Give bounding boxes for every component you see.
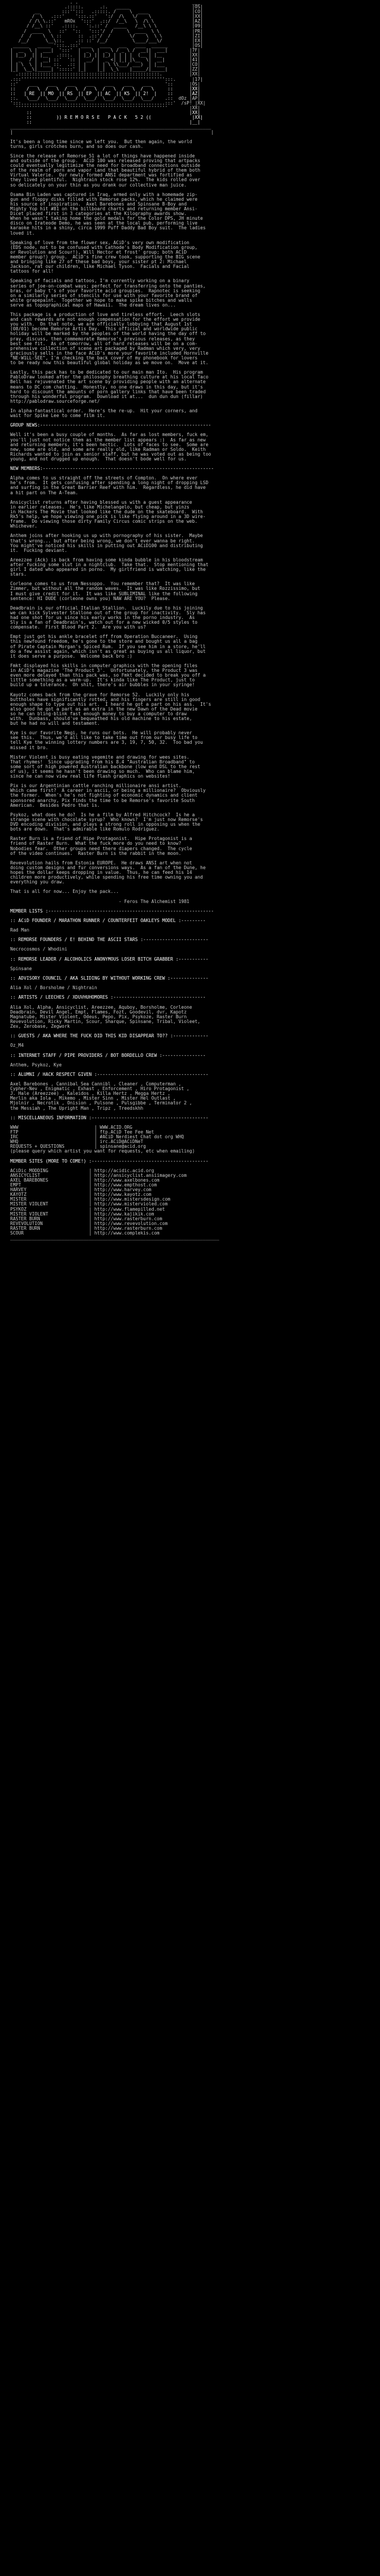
text-line: they lived plentiful. Nightrain stock rose 12%. The kids rolled over [5,177,201,183]
section-heading-line: :: INTERNET STAFF / PIPE PROVIDERS / BOT BORDELLO CREW :---------------- [5,1052,206,1058]
text-line: girl I dated who appeared in porno. My girlfriend is watching, like the [5,567,206,573]
text-line: member group!) group. ACiD's fine crew took, supporting the BIG scene [5,254,201,260]
text-line: little something as a warm-up. It's kinda like The Product, just to [5,677,195,683]
text-line: / /\ \.::' mROx ':::' .::/ /__\ \ /\ \ |AZ| [5,18,203,24]
text-line: hard to discount the amounts of porn gallery links that have been traded [5,389,206,394]
text-line: and outside of the group. ACiD 100 was released proving that artpacks [5,158,201,164]
text-line: Empt just got his ankle bracelet off from Operation Buccaneer. Using [5,634,198,640]
text-line: friend of Raster Burn. What the fuck more do you need to know? [5,841,182,847]
text-line: J. Hale (Areezzee) , Kaleidos , Killa Hertz , Megga Hertz , [5,1091,170,1097]
text-line: stars. [5,572,27,577]
text-line: loved it. [5,230,35,236]
section-heading-line: MEMBER SITES (MORE TO COME!) :------------------------------------------- [5,1158,208,1164]
text-line: had one shot for us since his early works in the porno industry. As [5,615,195,620]
text-line: IRC | #ACiD Nerdiest Chat dot org WHQ [5,1134,184,1140]
text-line: |_| \__\|_____| ':::::' |_| |_| \_\ |_____/|_____| |ZZ| [5,67,201,72]
text-line: that's wrong... but after being wrong, we don't ever wanna be right. [5,538,195,544]
text-line: with. Dunbass, should've bequeathed his old machine to his estate, [5,715,192,721]
section-heading-line: :: ADVISORY COUNCIL / AKA SLIDING BY WITHOUT WORKING CREW :-------------- [5,976,208,981]
text-line: Areezzee (Ack) is back from having some kinda bubble in his bloodstream [5,557,203,563]
text-line: .:::::. .:. _____ |OS| [5,4,203,10]
text-line: Fmkt displayed his skills in computer graphics with the opening files [5,662,198,668]
text-line: of the video continues. Raster Burn is the rabbit in the moon. [5,850,182,856]
text-line: Whichever. [5,523,37,529]
text-line: Raster Burn is a friend of Hipe Protagonist. Hipe Protagonist is a [5,836,192,842]
text-line: | _ / | __| ::' ':: | __/ | _ <| |_| |\__ \| __| |41| [5,57,201,63]
text-line: frame. Do viewing those dirty Family Circus comic strips on the web. [5,519,198,525]
text-line: That is all for now... Enjoy the pack... [5,889,119,895]
text-line: in Hackers The Movie that looked like the dude on the skateboard. With [5,509,203,514]
text-line: ::' ___ ___ ___ ___ ___ ___ ___ ':: |OS| [5,81,201,87]
text-line: see this. Thus, we'd all like to take time out from our busy life to [5,735,198,741]
url-line: RASTER BURN | http://www.rasterburn.com [5,1225,163,1231]
text-line: __________________________________________________________________________ [5,124,211,130]
text-line: ::. \___/ \___/ \___/ \___/ \___/ \___/ \___/ .:: dOz |AP| [5,95,201,101]
text-line [5,923,380,928]
text-line: Richards wanted to join as senior staff, but he was voted out as being too [5,451,211,457]
text-line: buttholes have significantly rotted, and his fingers are still in good [5,696,201,702]
section-heading-line: :: REMORSE FOUNDERS / E! BEHIND THE ASCII STARS :------------------------ [5,937,208,943]
text-line: it does serve a purpose. Welcome back bro :) [5,653,132,659]
text-line: white grapepaint. Together we hope to make spike bitches and walls [5,297,192,303]
text-line: That rhymes! Since upgrading from his 8.4 "Australian Broadband" to [5,759,195,765]
text-line: Cypher-Nev , Enigmatic , Exhast , Enforcement , Hiro Protagonist , [5,1086,189,1092]
text-line: so he can bling-blink fast enough money to buy a computer to draw [5,711,187,716]
url-line: MISTER | http://www.mistersdesign.com [5,1197,170,1202]
text-line: | |__) || |__ .::::. | |_) || |_) | | | | (__ | |__ |XX| [5,52,201,58]
url-line: ACiDic MODDING | http://acidic.acid.org [5,1167,154,1173]
text-line: "NE-W1LL-SEE", I'm checking the back cover of my phonebook for lovers [5,355,198,361]
text-line: Mjolnir , Necrotik , Onision , Pulsone , Pulsgibbe , Terminator 2 , [5,1100,192,1106]
text-line: since he can now view real life flash graphics on websites! [5,774,170,779]
url-line: AXEL BAREBONES | http://www.axelbones.com [5,1177,160,1183]
section-heading-line: :: |__| [5,119,201,125]
text-line: wait for Spike Lee to come film it. [5,413,106,419]
text-line: This package is a production of love and tireless effort. Leech slots [5,312,201,318]
text-line: In alpha-fantastical order. Here's the re-up. Hit your corners, and [5,408,198,413]
text-line: bots are down. That's admirable like Romulo Rodriguez. [5,826,160,832]
text-line: Revevolution, Ricky Martin, Scour, Sharque, Spinsane, Tribal, Violeet, [5,1018,201,1024]
text-line: to be ready now this beautiful global holiday as we move on. Move at it. [5,360,208,366]
text-line: / /__\ ::' .::::. ':.::' / _____ /__\ \ \ |09| [5,23,203,29]
text-line: tattoos for all! [5,269,54,274]
section-heading-line: :: ARTISTS / LEECHES / XDUVHUHOMORES :---------------------------------- [5,995,206,1000]
text-line: he's from. It gets confusing after spending a long night of dropping LSD [5,480,208,486]
text-line: Nobodies fear. Other groups need there diapers changed. The cycle [5,845,192,851]
text-line [5,1038,380,1043]
text-line: also good he got a part as an extra in the new Dawn of the Dead movie [5,706,198,712]
text-line: or Revolution and Scour!), Will Hector et frost' group; both ACiD [5,249,187,255]
text-line: bras, or baby t's of your favorite acid groupies. Rapnotec is seeking [5,288,201,293]
text-line: Anthem, Psykoz, Kye [5,1062,62,1068]
text-line: (please query which artist you want for requests, etc when emailing) [5,1148,195,1154]
text-line: FTP | ftp.ACiD Tee Fee Net [5,1129,154,1135]
text-line: Ansicyclist returns after having blessed us with a guest appearance [5,499,192,505]
url-line: KAYOTZ | http://www.kayotz.com [5,1192,151,1198]
text-line: __ :::''::: .:::::. / \ ____ |CO| [5,9,203,15]
text-line: on a similarly series of stencils for use with your favorite brand of [5,292,198,298]
text-line: could eventually legitimize the need for broadband connections outside [5,163,201,169]
text-line: DVD encoding division, and plays a strong roll in opposing us when the [5,822,201,828]
text-line: graciously sells in the face ACiD's more your favorite included Hornville [5,350,208,356]
text-line: in ACiD's magazine 'The Product 3'. Unfortunately, the Product 3 was [5,668,198,674]
text-line: Osama Bin Laden was captured in Iraq, armed only with a homemade zip- [5,191,198,197]
text-line: Axel Barebones , Cannibal Sea Cannibl , Cleaner , Computerman , [5,1081,182,1087]
text-line: the Messiah , The Upright Man , Tripz , Treedskhh [5,1105,144,1111]
text-line: (08/01) become Remorse Artis Day. This official and worldwide public [5,326,198,332]
text-line: in earlier releases. He's like Michelangelo, but cheap, but yinzs [5,504,189,510]
text-line: Pix is our Argentinian cattle ranching millionaire ansi artist. [5,783,182,789]
text-line: but he had no will and testament. [5,721,100,727]
text-line: disco on Irateode Demo, he was seen at the local pub, performing live [5,220,198,226]
text-line: Dicet placed first in 3 categories at the Kilography awards show. [5,211,187,217]
text-line: a hit part on The A-Team. [5,490,78,495]
text-line: it. Fucking deviant. [5,547,68,553]
text-line: holiday will be marked by the peoples of the world having the day off to [5,331,206,337]
text-line: WHQ | irc.ACiD@ACiDNeT [5,1139,144,1145]
text-line: Lastly, this pack has to be dedicated to our main man Ito. His program [5,370,203,375]
text-line: karaoke hits in a shiny, circa 1999 Puff Daddy Bad Boy suit. The ladies [5,225,206,231]
text-line: Rk5's help, we hope viewing one pick is like flying around in a 3D wire- [5,514,206,520]
text-line: of the realm of porn and vapor land that beautiful hybrid of them both [5,168,201,173]
text-line: everything you draw. [5,879,65,885]
text-line: Merlin aka Iola , Mikemo , Mister Sinn , Mister Hel Outlast , [5,1096,176,1101]
text-line: enough shape to type out his art. I heard he got a part on his ass. It's [5,701,211,707]
text-line: Psykoz, what does he do? Is he a film by Alfred Hitchcock? Is he a [5,812,195,817]
section-heading-line: :: ACiD FOUNDER / MARATHON RUNNER / COUNTERFEIT OAKLEYS MODEL :--------- [5,917,206,923]
text-line: Alpha comes to us straight off the streets of Compton. On where ever [5,475,198,481]
text-line: ':::.....................................................:::' /sP! |XX| [5,100,206,106]
text-line: / / \ \ :: :: .::'/ / \/ \ \ \ |ZI| [5,33,203,39]
section-heading-line: :: | RE || MO || RS || EP || AC || K5 || 2! | :: |AZ| [5,90,201,96]
text-line: and returning members, it's been hectic. Lots of faces to see. Some are [5,441,208,447]
text-line: after fucking some slut in a nightclub. Take that. Stop mentioning that [5,561,208,567]
text-line: prehensive collection of scene art packaged by Radman which very, very [5,345,201,351]
url-line: MISTER VIOLENT | http://www.kajikik.com [5,1211,154,1217]
text-line: you'll just not notice them as the member list appears :) As far as new [5,437,206,443]
url-line: HARVEY | http://www.harvey.com [5,1187,151,1193]
text-line: /__/ \__\::. .:: ::' /__/ \____/___\/ |EX| [5,37,203,43]
url-line: REVEVOLUTION | http://www.revevolution.com [5,1220,168,1226]
section-heading-line: :: MISCELLANEOUS INFORMATION :------------------------------------------- [5,1115,208,1120]
text-line: tell Kye the winning lottery numbers are 3, 19, 7, 50, 32. Too bad you [5,740,203,746]
text-line: Speaking of love from the flower sex, ACiD's very own modification [5,239,189,245]
url-line: PSYKOZ | http://www.flamepilled.net [5,1206,165,1212]
text-line: Zex, Zerobase, Zegwork [5,1023,70,1029]
text-line: Alia Xol, Alpha, Ansicyclist, Areezzee, Aquboy, Borsholme, Corleone [5,1004,192,1010]
url-line: RASTER BURN | http://www.rasterburn.com [5,1216,163,1221]
text-line: build up a tolerance. Oh shit, there's air bubbles in your syringe! [5,682,195,688]
text-line: turns, girls crotches burn, and so does our cash. [5,143,144,149]
text-line: through his wonderful program. Download it at... dun dun dun (fillar) [5,393,203,399]
text-line: Bell has rejuvenated the art scene by providing people with an alternate [5,379,206,385]
text-line: Magnatube, Mister Violent, Odeus, Pepo, Pix, Psykoze, Raster Burn [5,1014,187,1019]
text-line: sentence: HI DUDE (corleone owns you) NAW ARE YOU? Please. [5,595,170,601]
text-line: . . ___ [5,0,201,5]
text-line: ______ _____ ':::..:::'____ ____ ___ ____ ______ |OS| [5,42,203,48]
section-heading-line: :: )) R E M O R S E P A C K 5 2 (( |XX| [5,115,203,121]
text-line: hopes the dollar keeps dropping in value. Thus, he can feed his 14 [5,869,192,875]
text-line: young, and not drugged up enough. That doesn't bode well for us. [5,456,187,462]
text-line: so delicately on your thin as you drank our collective man juice. [5,182,187,188]
section-heading-line: :: REMORSE LEADER / ALCOHOLICS ANONYMOUS LOSER BITCH GRABBER :----------- [5,956,208,962]
section-heading-line: :: GUESTS / AKA WHERE THE FUCK DID THIS KID DISAPPEAR TO?? :------------- [5,1033,208,1039]
text-line: even more delayed than this pack was, so Fmkt decided to break you off a [5,673,206,678]
section-heading-line: NEW MEMBERS:--------------------------------------------------------------- [5,466,214,472]
text-line: PabloDraw looked after the philosophy breathing culture at his local Taco [5,374,208,380]
text-line: Spinsane [5,965,32,971]
section-heading-line: :: |XX| [5,110,201,116]
text-line: | __ \ | ___| ':::' | _ \ | _ \ / _ \ / __|| ___| |7F| [5,47,201,53]
text-line: compensate. First Blood Part 2. Are you with us? [5,624,146,630]
url-line: ANSICYCLIST | http://ansicyclist.ansiimagery.com [5,1172,187,1178]
text-line: Since the release of Remorse 51 a lot of things have happened inside [5,153,195,159]
text-line: strange scene with chocolate syrup? Who knows? I'm just now Remorse's [5,816,203,822]
text-line: you with. On that note, we are officially lobbying that August 1st [5,321,192,327]
url-line: http://pablodraw.sourceforge.net/ [5,398,100,404]
text-line: the former. When's he's not fighting of economic dynamics and client [5,793,198,798]
text-line: It's been a long time since we left you. But then again, the world [5,138,192,144]
text-line: Rad Man [5,927,30,933]
text-line: and surfing in the Great Barrier Reef with him. Regardless, he did have [5,485,206,491]
text-line: Corleone comes to us from Nessoppo. You remember that? It was like [5,581,195,587]
text-line: Deadbrain, Devil Angel, Empt, Flames, Fozt, Goodevil, dvr, Kapotz [5,1009,187,1015]
text-line: Jackson, rat our children, like Michael Tyson. Facials and Facial [5,264,189,270]
text-line: doing custom designs and fur conversions ways. As a fan of the Dune, he [5,864,206,870]
url-line: SCOUR | http://www.complekis.com [5,1230,160,1236]
text-line: WWW | WWW.ACID.ORG [5,1124,132,1130]
text-line: missed it bro. [5,744,49,750]
text-line: of us), it seems he hasn't been drawing so much. Who can blame him, [5,769,195,774]
text-line: this newfound freedom, he's gone to the store and bought us all a bag [5,639,198,645]
text-line: Mighty Yop hit #81 on the billboard charts and returning member Ansi- [5,206,198,212]
text-line: / \ .:::' ':::.::' ':/ /\ \/ \ |XX| [5,14,203,20]
text-line: .:::''''''''''''''''''''''''''''''''''''''''''''''''''''':::. |17| [5,76,203,82]
text-line: '''''''''''''''''''''''''''''''''''''''''''''''''''''''' |XX| [5,105,201,111]
text-line: American. Besides Pedro that is. [5,802,100,808]
text-line: .::::::::::::::::::::::::::::::::::::::::::::::::::::. |XX| [5,71,201,77]
url-line: MISTER VIOLENT | http://www.mistervioled.com [5,1201,168,1207]
text-line: | | [5,129,214,135]
text-line: Virtual Valerie. Our newly formed ANSI department was fortified as [5,172,192,178]
text-line: Anthem joins after hooking us up with pornography of his sister. Maybe [5,533,203,539]
text-line: Deadbrain is our official Italian Stallion. Luckily due to his joining [5,605,203,611]
text-line: means to DC com chatting. Honestly, no one draws in this day, but it's [5,384,203,390]
document-text [0,0,380,1240]
text-line: REQUESTS + QUESTIONS | spinsane@acid.org [5,1144,146,1150]
text-line: When he wasn't taking home the gold medals for the Color DPS, JH minute [5,216,203,222]
text-line: Which came first? A career in ascii, or being a millionaire? Obviously [5,788,206,794]
text-line: You might've noticed his skills in putting out ACiD100 and distributing [5,542,203,548]
section-heading-line: MEMBER LISTS :------------------------------------------------------------- [5,908,214,914]
text-line: and bringing like 27 of these bad boys, your sister pt 2: Michael [5,259,187,265]
text-line: Well it's been a busy couple of months. As far as lost members, fuck em, [5,432,208,438]
text-line: Necrocosmos / Whodini [5,946,68,952]
url-line: EMPT | http://www.empthost.com [5,1182,157,1188]
text-line: / ____ \ ::' ':: ':::'/ / \ ____ \ \ |PR| [5,28,203,34]
text-line: pray, discuss, then commemorate Remorse's previous releases, as they [5,336,195,342]
text-line: serve as topographical maps of Hawaii. The dream lives on... [5,302,176,308]
text-line: Mister Violent is busy eating vegemite and drawing for wees sites. [5,754,189,760]
text-line: Speaking of facials and tattoos, I'm currently working on a binary [5,278,189,284]
text-line: series of joe-on-combat ways; perfect for transferring onto the panties, [5,283,206,289]
text-line: some sort of high powered Australian backbone (low end DSL to the rest [5,763,201,769]
section-heading-line: :: ALUMNI / HACK RESPECT GIVEN :----------------------------------------- [5,1071,208,1077]
text-line: - Feros The Alchemist 1981 [5,898,189,904]
text-line: his source of inspiration. Axel Barebones and Spinsane B-Boy and [5,201,187,207]
text-line: | | \ \ | |___ ::. .:: | | | | \ \\___/ ___) | |___ |CO| [5,62,201,68]
text-line: gun and floppy disks filled with Remorse packs, which he claimed were [5,196,198,202]
text-line [5,962,380,967]
text-line: best see fit. As of tomorrow, all of hard releases will be on a com- [5,340,198,346]
text-line: new, some are old, and some are really old, like Radman or Soldo. Keith [5,446,206,452]
text-line: children more productively, while spending his free time owning you and [5,875,203,880]
text-line: Revevolution hails from Estonia EUROPE. He draws ANSI art when not [5,860,192,866]
text-line: we can kick Sylvester Stallone out of the group for inactivity. Sly has [5,610,206,615]
text-line: Zimmer, but without all the random waves. It was like Rozzissimo, but [5,586,201,592]
text-line: Kye is our favorite Negi, he runs our bots. He will probably never [5,730,192,736]
section-heading-line: :: / \ / \ / \ / \ / \ / \ / \ :: |XX| [5,86,201,91]
text-line: _____________________________________________________________________________ [5,1235,220,1241]
text-line: Oz_M4 [5,1043,24,1049]
text-line: Sly is a fan of Deadbrain's, watch out for a new wicked 0/5 styles to [5,620,198,626]
text-line: Alia Xol / Borsholme / Nightrain [5,985,97,991]
section-heading-line: GROUP NEWS:--------------------------------------------------------------- [5,422,211,428]
text-line: (EDS node, not to be confused with Cathode's Body Modification group, [5,244,198,250]
text-line: I must give credit for it. It was like SUBLIMINAL like the following [5,591,198,596]
text-line: Kayotz comes back from the grave for Remorse 52. Luckily only his [5,692,189,697]
text-line: of Pirate Captain Morgan's Spiced Rum. If you see him in a store, he'll [5,643,206,649]
text-line: sponsored anarchy, Pix finds the time to be Remorse's favorite South [5,797,195,803]
text-line: do a few assist again, which isn't as great as buying us all liquor, but [5,648,206,654]
text-line: and cash rewards are not enough compensation for the effort we provide [5,317,201,323]
